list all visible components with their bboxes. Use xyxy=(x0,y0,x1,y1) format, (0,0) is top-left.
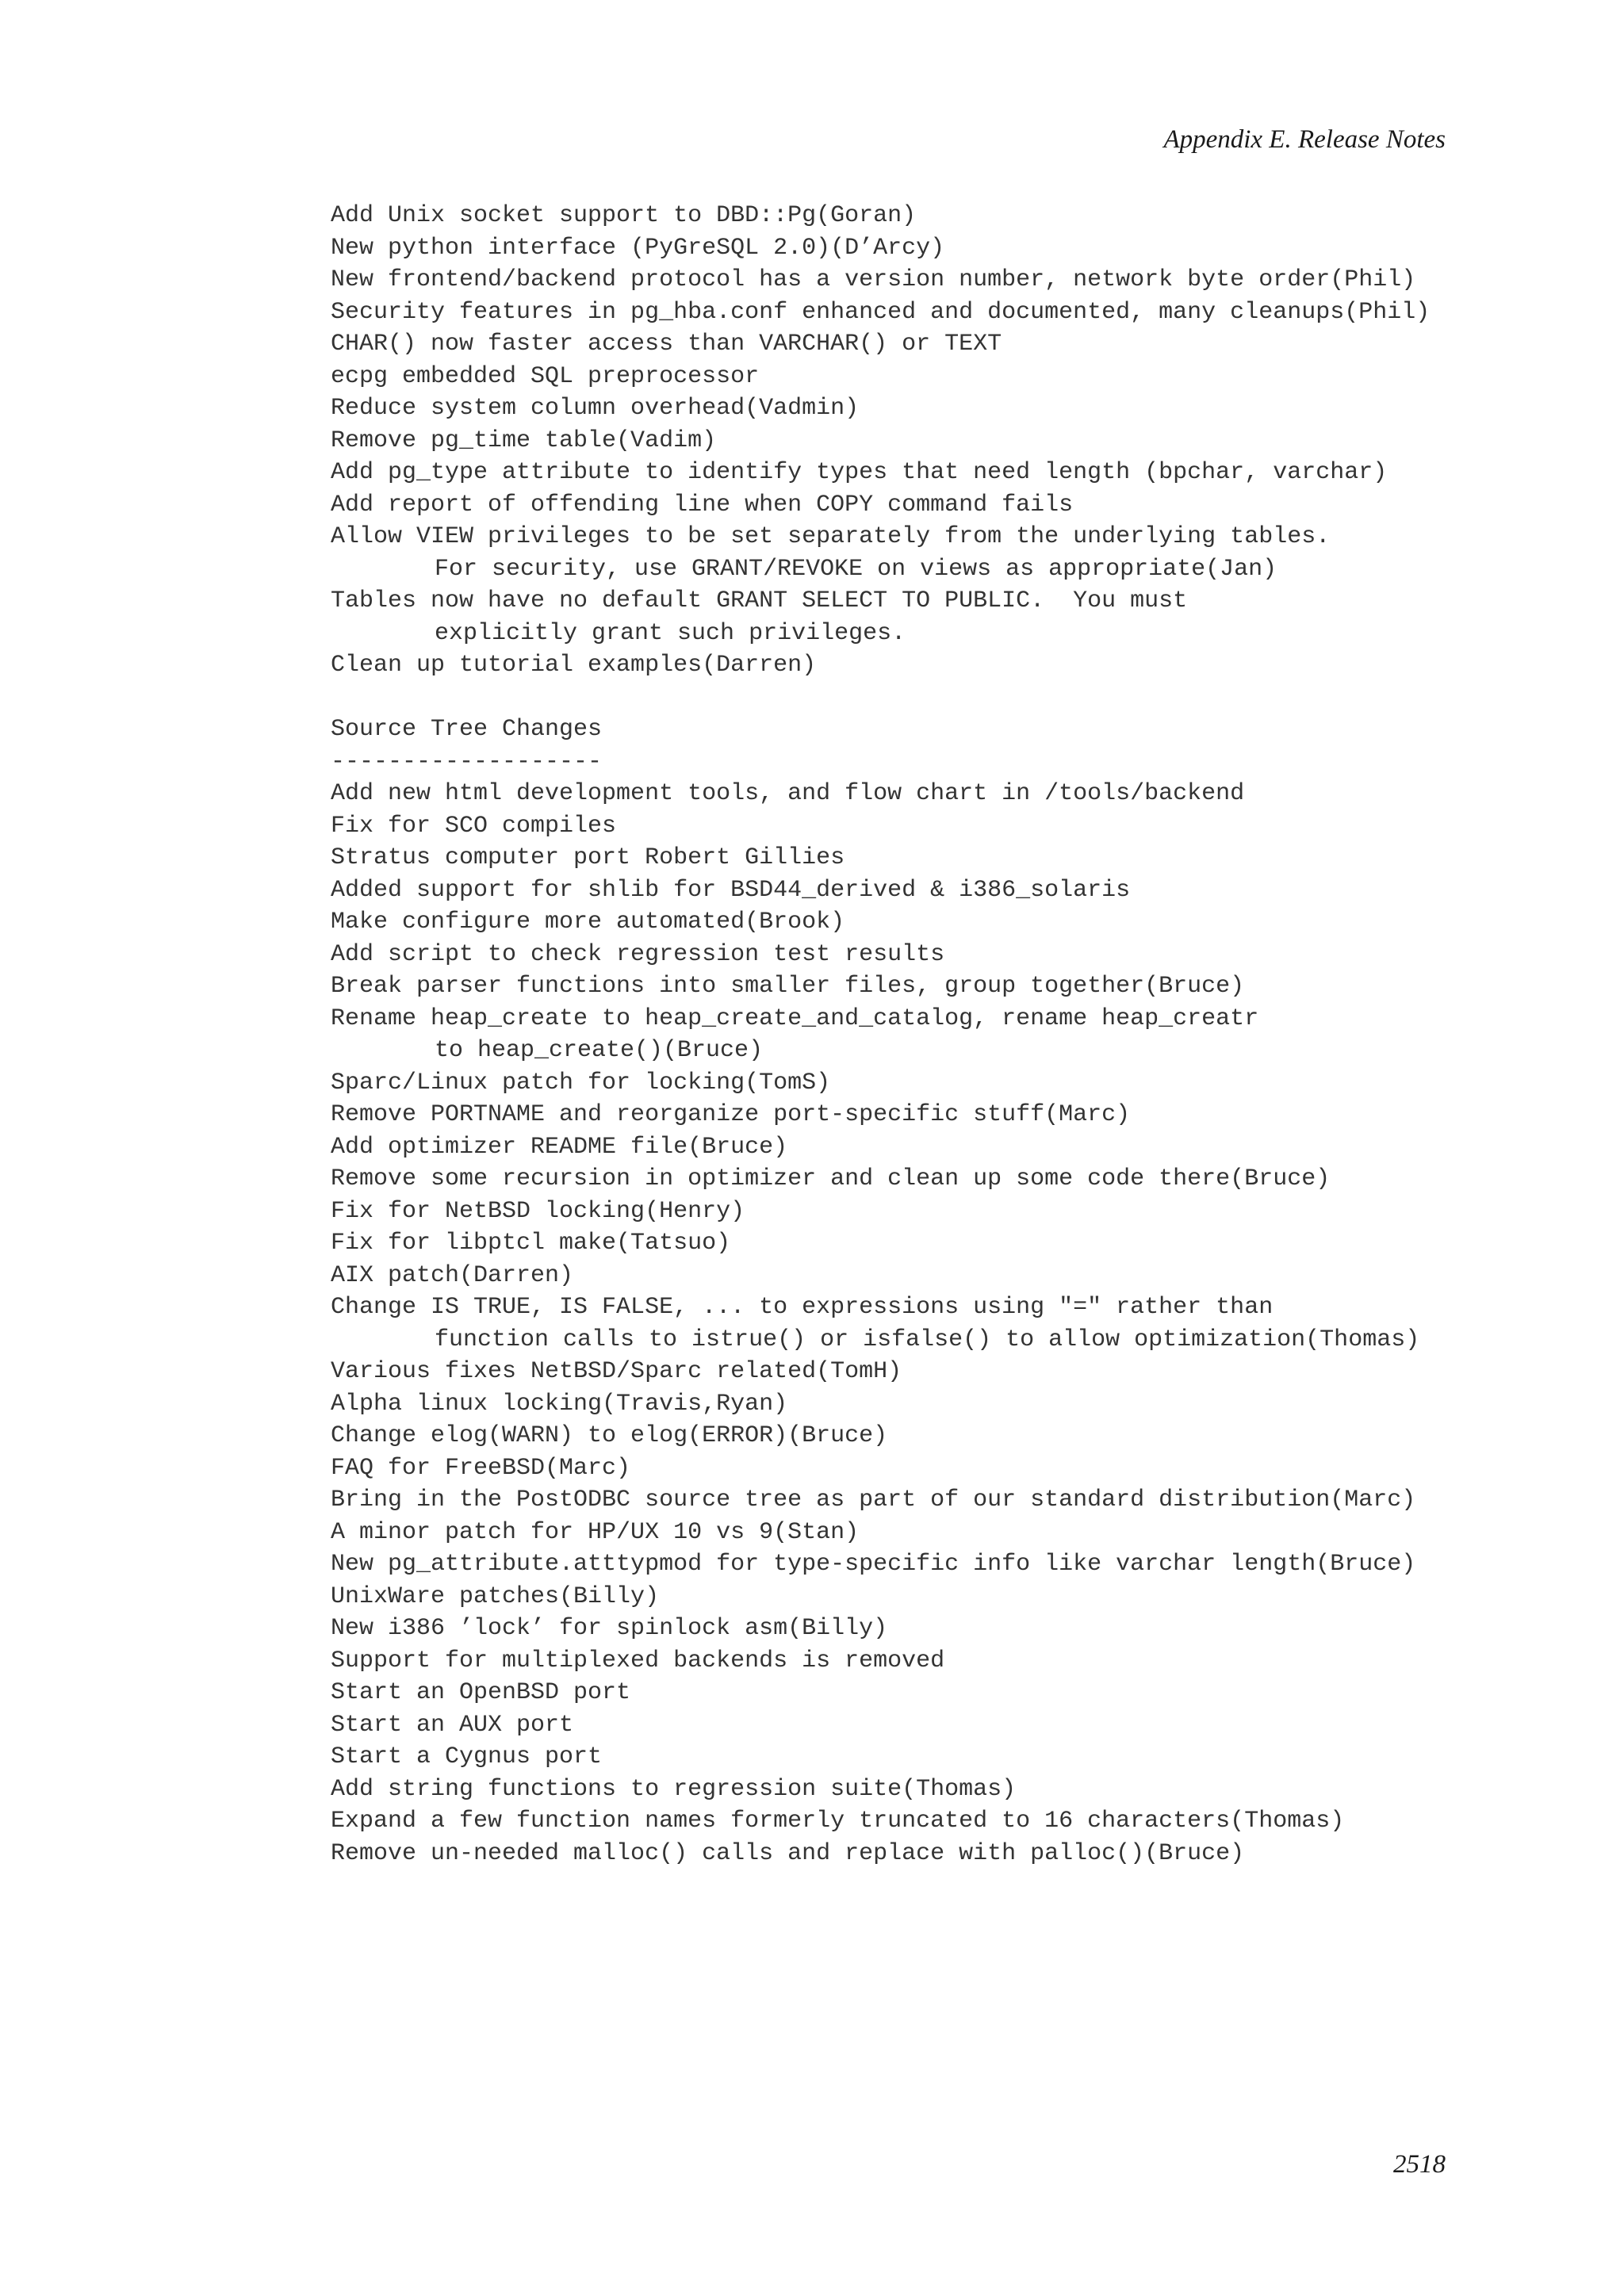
release-note-line: Bring in the PostODBC source tree as part of our standard distribution(Marc) xyxy=(331,1487,1416,1513)
release-note-line: Add optimizer README file(Bruce) xyxy=(331,1133,788,1161)
release-note-line: Change elog(WARN) to elog(ERROR)(Bruce) xyxy=(331,1422,888,1449)
release-note-line: Clean up tutorial examples(Darren) xyxy=(331,652,817,679)
release-note-line: Add new html development tools, and flow chart in /tools/backend xyxy=(331,780,1245,807)
release-note-line: Fix for NetBSD locking(Henry) xyxy=(331,1197,745,1225)
release-note-line: Reduce system column overhead(Vadmin) xyxy=(331,395,860,422)
release-note-line: to heap_create()(Bruce) xyxy=(435,1037,764,1064)
release-note-line: Start a Cygnus port xyxy=(331,1743,603,1770)
release-note-line: Fix for libptcl make(Tatsuo) xyxy=(331,1230,731,1257)
release-note-line: Start an AUX port xyxy=(331,1711,574,1739)
release-note-line: New frontend/backend protocol has a version number, network byte order(Phil) xyxy=(331,266,1416,293)
release-note-line: Remove PORTNAME and reorganize port-specific stuff(Marc) xyxy=(331,1101,1131,1128)
release-note-line: Make configure more automated(Brook) xyxy=(331,909,845,936)
release-note-line: Add pg_type attribute to identify types that need length (bpchar, varchar) xyxy=(331,459,1388,486)
release-note-line: Allow VIEW privileges to be set separately from the underlying tables. xyxy=(331,523,1331,550)
release-note-line: New i386 ’lock’ for spinlock asm(Billy) xyxy=(331,1615,888,1642)
release-note-line: FAQ for FreeBSD(Marc) xyxy=(331,1454,631,1482)
release-note-line: AIX patch(Darren) xyxy=(331,1261,574,1289)
release-note-line: Add script to check regression test results xyxy=(331,940,945,968)
section-heading: Source Tree Changes xyxy=(331,716,603,743)
release-note-line: CHAR() now faster access than VARCHAR() or TEXT xyxy=(331,331,1002,358)
release-note-line: New pg_attribute.atttypmod for type-specific info like varchar length(Bruce) xyxy=(331,1551,1416,1578)
release-note-line: For security, use GRANT/REVOKE on views as appropriate(Jan) xyxy=(435,555,1277,583)
release-note-line: explicitly grant such privileges. xyxy=(435,619,906,647)
release-note-line: Expand a few function names formerly truncated to 16 characters(Thomas) xyxy=(331,1808,1345,1835)
release-note-line: Remove some recursion in optimizer and clean up some code there(Bruce) xyxy=(331,1165,1331,1192)
release-note-line: Security features in pg_hba.conf enhanced and documented, many cleanups(Phil) xyxy=(331,298,1431,326)
running-header: Appendix E. Release Notes xyxy=(1163,125,1446,154)
release-note-line: Various fixes NetBSD/Sparc related(TomH) xyxy=(331,1358,902,1385)
release-notes-body xyxy=(331,200,1430,1869)
release-note-line: Rename heap_create to heap_create_and_catalog, rename heap_creatr xyxy=(331,1004,1259,1032)
release-note-line: Sparc/Linux patch for locking(TomS) xyxy=(331,1069,831,1096)
release-note-line: Stratus computer port Robert Gillies xyxy=(331,844,845,871)
release-note-line: Fix for SCO compiles xyxy=(331,812,617,840)
release-note-line: Alpha linux locking(Travis,Ryan) xyxy=(331,1390,788,1418)
release-note-line: Remove pg_time table(Vadim) xyxy=(331,427,717,454)
release-note-line: Tables now have no default GRANT SELECT TO PUBLIC. You must xyxy=(331,587,1188,614)
release-note-line: Break parser functions into smaller files, group together(Bruce) xyxy=(331,973,1245,1000)
release-note-line: Remove un-needed malloc() calls and replace with palloc()(Bruce) xyxy=(331,1839,1245,1867)
release-note-line: New python interface (PyGreSQL 2.0)(D’Arcy) xyxy=(331,234,945,262)
blank-line xyxy=(331,682,1430,714)
release-note-line: A minor patch for HP/UX 10 vs 9(Stan) xyxy=(331,1518,860,1546)
release-note-line: UnixWare patches(Billy) xyxy=(331,1582,660,1610)
release-note-line: Add report of offending line when COPY command fails xyxy=(331,491,1074,519)
release-note-line: Start an OpenBSD port xyxy=(331,1679,631,1706)
release-note-line: Change IS TRUE, IS FALSE, ... to expressions using "=" rather than xyxy=(331,1294,1274,1321)
release-note-line: ecpg embedded SQL preprocessor xyxy=(331,362,760,390)
release-note-line: Support for multiplexed backends is removed xyxy=(331,1647,945,1674)
release-note-line: Add Unix socket support to DBD::Pg(Goran) xyxy=(331,202,917,229)
release-note-line: Added support for shlib for BSD44_derived & i386_solaris xyxy=(331,876,1131,904)
section-underline: ------------------- xyxy=(331,748,603,775)
page-number: 2518 xyxy=(1393,2150,1446,2179)
release-note-line: Add string functions to regression suite(Thomas) xyxy=(331,1775,1017,1803)
release-note-line: function calls to istrue() or isfalse() to allow optimization(Thomas) xyxy=(435,1326,1420,1353)
